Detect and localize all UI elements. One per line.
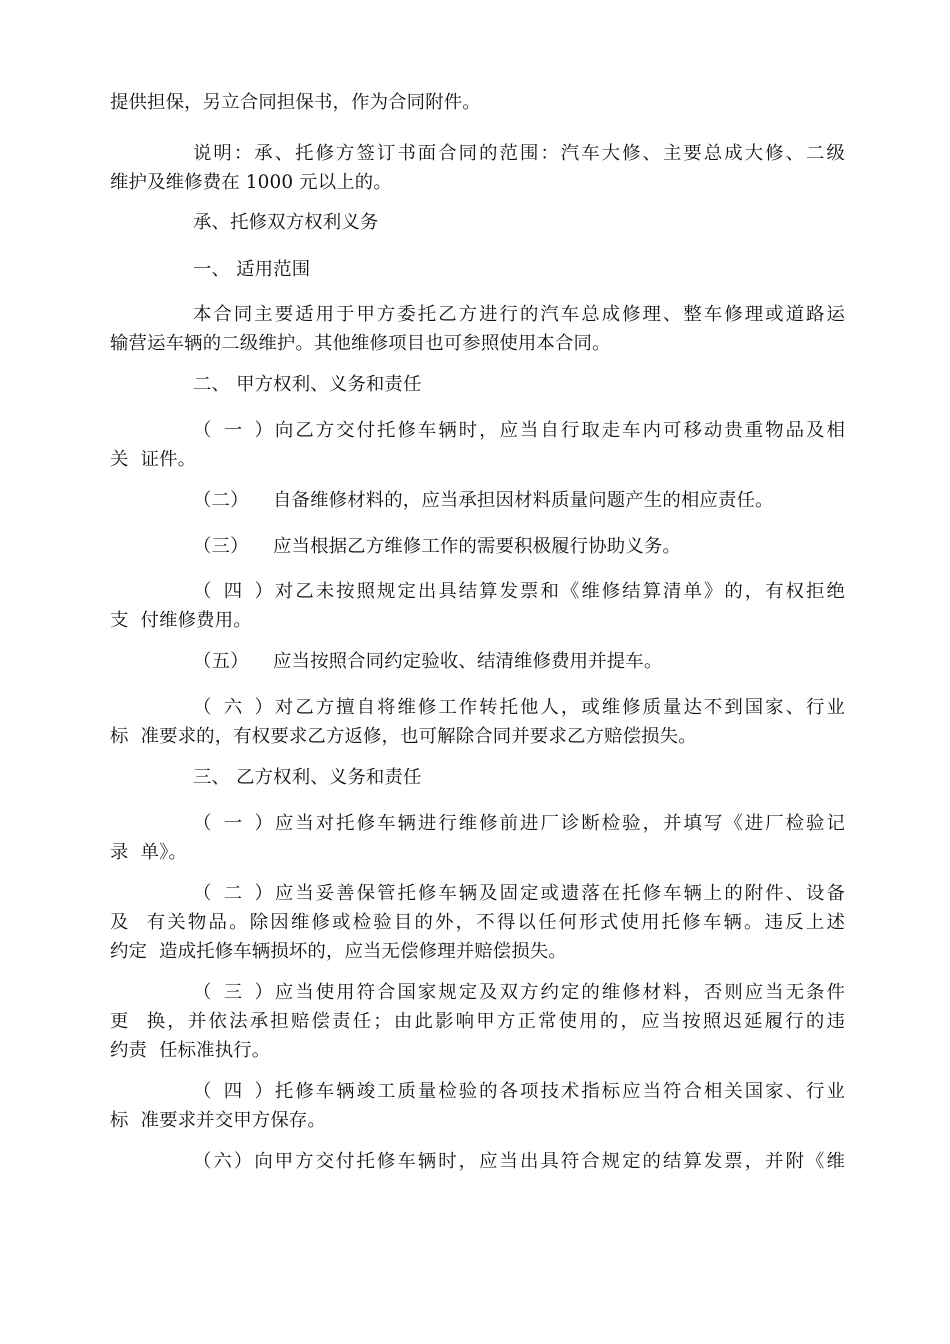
text-line: 二、 甲方权利、义务和责任 (193, 374, 422, 395)
text-line (110, 416, 845, 445)
text-line: 约定 造成托修车辆损坏的，应当无偿修理并赔偿损失。 (110, 941, 567, 962)
text-line: 更 换，并依法承担赔偿责任；由此影响甲方正常使用的，应当按照迟延履行的违 (110, 1011, 845, 1032)
item-label: （三） (193, 982, 273, 1003)
item-a-5 (110, 647, 845, 676)
paragraph-guarantee (110, 88, 845, 117)
text-line (110, 879, 845, 908)
item-text: 自备维修材料的，应当承担因材料质量问题产生的相应责任。 (273, 490, 774, 511)
item-label: （四） (193, 1081, 273, 1102)
text-line: 三、 乙方权利、义务和责任 (193, 767, 422, 788)
text-line (110, 1147, 845, 1176)
item-label: （五） (193, 651, 249, 672)
text-line: 及 有关物品。除因维修或检验目的外，不得以任何形式使用托修车辆。违反上述 (110, 912, 845, 933)
section-heading-scope (110, 255, 845, 284)
item-label: （三） (193, 536, 249, 557)
text-line: 一、 适用范围 (193, 259, 311, 280)
text-line (110, 693, 845, 722)
paragraph-scope (110, 300, 845, 358)
item-text: 应当使用符合国家规定及双方约定的维修材料，否则应当无条件 (273, 982, 845, 1003)
item-text: 对乙方擅自将维修工作转托他人，或维修质量达不到国家、行业 (273, 697, 845, 718)
text-line (110, 809, 845, 838)
item-text: 应当对托修车辆进行维修前进厂诊断检验，并填写《进厂检验记 (273, 813, 845, 834)
item-a-3 (110, 532, 845, 561)
text-line: 关 证件。 (110, 449, 197, 470)
item-label: （二） (193, 883, 273, 904)
item-label: （六） (193, 1151, 255, 1172)
item-text: 应当妥善保管托修车辆及固定或遗落在托修车辆上的附件、设备 (273, 883, 845, 904)
item-text: 对乙未按照规定出具结算发票和《维修结算清单》的，有权拒绝 (273, 581, 845, 602)
item-text: 应当按照合同约定验收、结清维修费用并提车。 (273, 651, 663, 672)
item-b-3 (110, 978, 845, 1065)
item-text: 向甲方交付托修车辆时，应当出具符合规定的结算发票，并附《维 (254, 1151, 845, 1172)
text-line: 标 准要求的，有权要求乙方返修，也可解除合同并要求乙方赔偿损失。 (110, 726, 697, 747)
item-b-1 (110, 809, 845, 867)
text-line (110, 978, 845, 1007)
item-b-6 (110, 1147, 845, 1176)
text-line (110, 647, 845, 676)
text-line (110, 532, 845, 561)
item-a-1 (110, 416, 845, 474)
text-line: 承、托修双方权利义务 (193, 212, 379, 233)
item-label: （四） (193, 581, 273, 602)
item-a-2 (110, 486, 845, 515)
text-line (110, 577, 845, 606)
text-line: 录 单》。 (110, 842, 187, 863)
text-line: 支 付维修费用。 (110, 610, 252, 631)
item-a-6 (110, 693, 845, 751)
text-line: 输营运车辆的二级维护。其他维修项目也可参照使用本合同。 (110, 333, 611, 354)
section-heading-party-a (110, 370, 845, 399)
item-label: （二） (193, 490, 249, 511)
item-text: 托修车辆竣工质量检验的各项技术指标应当符合相关国家、行业 (273, 1081, 845, 1102)
section-heading-party-b (110, 763, 845, 792)
text-line: 本合同主要适用于甲方委托乙方进行的汽车总成修理、整车修理或道路运 (193, 304, 845, 325)
item-text: 向乙方交付托修车辆时，应当自行取走车内可移动贵重物品及相 (273, 420, 845, 441)
item-b-2 (110, 879, 845, 966)
item-label: （一） (193, 420, 273, 441)
text-line: 提供担保，另立合同担保书，作为合同附件。 (110, 92, 481, 113)
item-a-4 (110, 577, 845, 635)
text-line: 维护及维修费在 1000 元以上的。 (110, 172, 392, 193)
item-b-4 (110, 1077, 845, 1135)
item-label: （一） (193, 813, 273, 834)
item-text: 应当根据乙方维修工作的需要积极履行协助义务。 (273, 536, 681, 557)
text-line: 说明：承、托修方签订书面合同的范围：汽车大修、主要总成大修、二级 (193, 143, 845, 164)
text-line: 约责 任标准执行。 (110, 1040, 271, 1061)
item-label: （六） (193, 697, 273, 718)
text-line: 标 准要求并交甲方保存。 (110, 1110, 326, 1131)
paragraph-note (110, 139, 845, 197)
text-line (110, 486, 845, 515)
text-line (110, 1077, 845, 1106)
section-heading-rights (110, 208, 845, 237)
